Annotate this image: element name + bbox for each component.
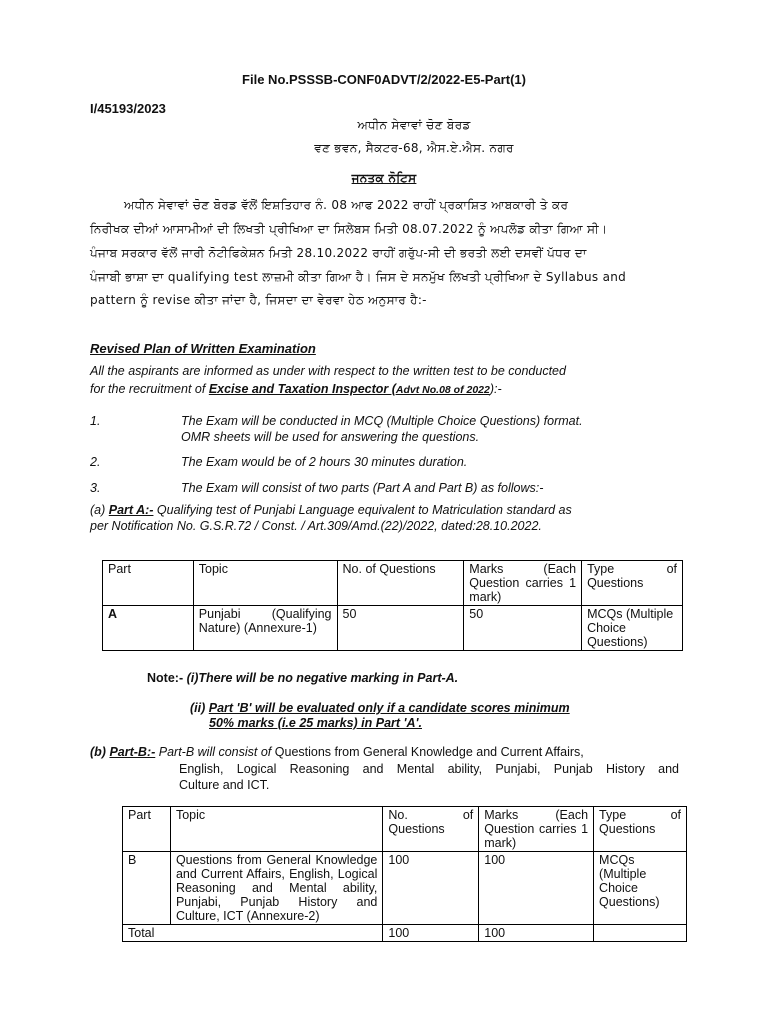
table-cell: A (103, 606, 194, 651)
table-cell: Questions from General Knowledge and Current Affairs, English, Logical Reasoning and Mental ability, Punjabi, Punjab History and Culture, ICT (Annexure-2) (170, 852, 382, 925)
note-prefix: Note:- (147, 671, 187, 685)
part-b-line-1 (90, 745, 584, 759)
point-2-line-1: The Exam would be of 2 hours 30 minutes duration. (181, 455, 468, 469)
part-a-line-1 (90, 503, 572, 517)
notice-title: ਜਨਤਕ ਨੋਟਿਸ (351, 171, 417, 185)
table-header-row (103, 561, 683, 606)
point-2-number: 2. (90, 455, 101, 469)
part-b-prefix: (b) (90, 745, 110, 759)
table-row (123, 852, 687, 925)
total-empty-cell (594, 925, 687, 942)
advt-number: Advt No.08 of 2022 (395, 384, 490, 396)
file-number: File No.PSSSB-CONF0ADVT/2/2022-E5-Part(1) (242, 72, 526, 87)
part-b-table (122, 806, 687, 942)
note-2-line-2: 50% marks (i.e 25 marks) in Part 'A'. (209, 716, 422, 730)
part-b-italic-text: Part-B will consist of (155, 745, 275, 759)
part-b-line-3: Culture and ICT. (179, 778, 270, 792)
part-a-line-2: per Notification No. G.S.R.72 / Const. / Art.309/Amd.(22)/2022, dated:28.10.2022. (90, 519, 542, 533)
part-b-line-2: English, Logical Reasoning and Mental ability, Punjabi, Punjab History and (179, 762, 679, 776)
total-label: Total (123, 925, 383, 942)
board-name: ਅਧੀਨ ਸੇਵਾਵਾਂ ਚੋਣ ਬੋਰਡ (357, 118, 471, 132)
table-header-cell: Topic (170, 807, 382, 852)
punjabi-line-5: pattern ਨੂੰ revise ਕੀਤਾ ਜਾਂਦਾ ਹੈ, ਜਿਸਦਾ ਦਾ ਵੇਰਵਾ ਹੇਠ ਅਨੁਸਾਰ ਹੈ:- (90, 293, 427, 307)
total-marks: 100 (479, 925, 594, 942)
plan-intro-line-2 (90, 382, 502, 396)
punjabi-line-1: ਅਧੀਨ ਸੇਵਾਵਾਂ ਚੋਣ ਬੋਰਡ ਵੱਲੋਂ ਇਸ਼ਤਿਹਾਰ ਨੰ. 08 ਆਫ 2022 ਰਾਹੀਂ ਪ੍ਰਕਾਸ਼ਿਤ ਆਬਕਾਰੀ ਤੇ ਕਰ (124, 198, 569, 212)
table-header-cell: No. of Questions (337, 561, 464, 606)
table-cell: 50 (464, 606, 582, 651)
table-row (103, 606, 683, 651)
punjabi-line-2: ਨਿਰੀਖਕ ਦੀਆਂ ਆਸਾਮੀਆਂ ਦੀ ਲਿਖਤੀ ਪ੍ਰੀਖਿਆ ਦਾ ਸਿਲੇਬਸ ਮਿਤੀ 08.07.2022 ਨੂੰ ਅਪਲੋਡ ਕੀਤਾ ਗਿਆ ਸੀ। (90, 222, 608, 236)
part-a-label: Part A:- (108, 503, 154, 517)
punjabi-line-3: ਪੰਜਾਬ ਸਰਕਾਰ ਵੱਲੋਂ ਜਾਰੀ ਨੋਟੀਫਿਕੇਸ਼ਨ ਮਿਤੀ 28.10.2022 ਰਾਹੀਂ ਗਰੁੱਪ-ਸੀ ਦੀ ਭਰਤੀ ਲਈ ਦਸਵੀਂ ਪੱਧਰ ਦਾ (90, 246, 587, 260)
table-cell: MCQs (Multiple Choice Questions) (594, 852, 687, 925)
table-cell: Punjabi (Qualifying Nature) (Annexure-1) (193, 606, 337, 651)
board-address: ਵਣ ਭਵਨ, ਸੈਕਟਰ-68, ਐਸ.ਏ.ਐਸ. ਨਗਰ (314, 141, 514, 155)
table-header-cell: Part (123, 807, 171, 852)
total-questions: 100 (383, 925, 479, 942)
note-1-text: (i)There will be no negative marking in Part-A. (186, 671, 459, 685)
plan-intro-end: ):- (489, 382, 502, 396)
part-b-text-1: Questions from General Knowledge and Current Affairs, (274, 745, 584, 759)
table-cell: 100 (479, 852, 594, 925)
point-3-line-1: The Exam will consist of two parts (Part A and Part B) as follows:- (181, 481, 544, 495)
note-2-prefix: (ii) (190, 701, 209, 715)
plan-intro-prefix: for the recruitment of (90, 382, 209, 396)
table-cell: 100 (383, 852, 479, 925)
point-1-line-2: OMR sheets will be used for answering the questions. (181, 430, 480, 444)
table-cell: MCQs (Multiple Choice Questions) (582, 606, 683, 651)
point-3-number: 3. (90, 481, 101, 495)
post-name: Excise and Taxation Inspector ( (208, 382, 396, 396)
point-1-number: 1. (90, 414, 101, 428)
table-header-cell: Type of Questions (594, 807, 687, 852)
note-2-line-1 (190, 701, 570, 715)
table-header-cell: No. of Questions (383, 807, 479, 852)
part-a-prefix: (a) (90, 503, 109, 517)
table-cell: B (123, 852, 171, 925)
punjabi-line-4: ਪੰਜਾਬੀ ਭਾਸ਼ਾ ਦਾ qualifying test ਲਾਜ਼ਮੀ ਕੀਤਾ ਗਿਆ ਹੈ। ਜਿਸ ਦੇ ਸਨਮੁੱਖ ਲਿਖਤੀ ਪ੍ਰੀਖਿਆ ਦੇ Syllabus and (90, 270, 627, 284)
part-a-table (102, 560, 683, 651)
point-1-line-1: The Exam will be conducted in MCQ (Multiple Choice Questions) format. (181, 414, 583, 428)
note-2-text-1: Part 'B' will be evaluated only if a candidate scores minimum (208, 701, 570, 715)
plan-heading: Revised Plan of Written Examination (90, 341, 316, 356)
table-header-row (123, 807, 687, 852)
part-a-text: Qualifying test of Punjabi Language equivalent to Matriculation standard as (153, 503, 572, 517)
reference-number: I/45193/2023 (90, 101, 166, 116)
table-header-cell: Topic (193, 561, 337, 606)
table-header-cell: Marks (Each Question carries 1 mark) (479, 807, 594, 852)
table-header-cell: Part (103, 561, 194, 606)
table-header-cell: Type of Questions (582, 561, 683, 606)
part-b-label: Part-B:- (109, 745, 156, 759)
table-cell: 50 (337, 606, 464, 651)
table-total-row (123, 925, 687, 942)
plan-intro-line-1: All the aspirants are informed as under with respect to the written test to be conducted (90, 364, 566, 378)
table-header-cell: Marks (Each Question carries 1 mark) (464, 561, 582, 606)
note-1 (147, 671, 458, 685)
